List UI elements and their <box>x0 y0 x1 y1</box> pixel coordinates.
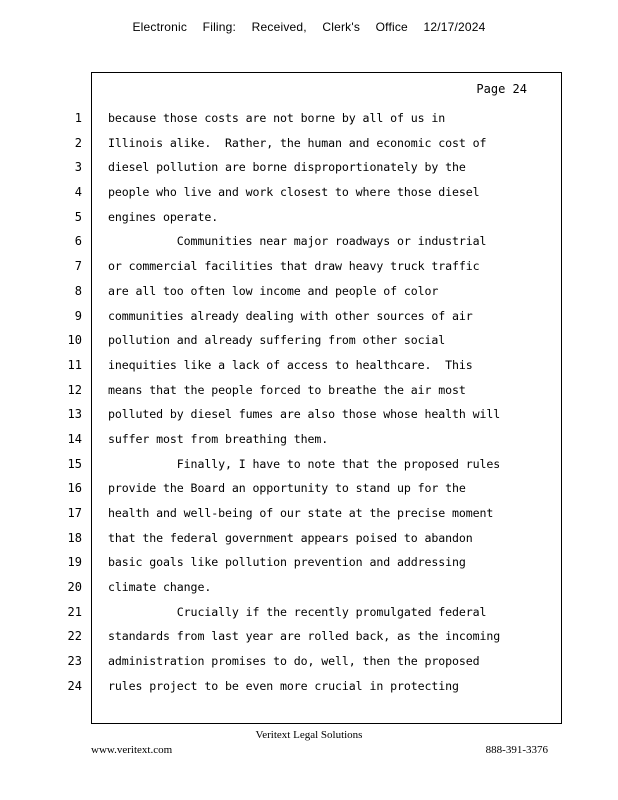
footer-company: Veritext Legal Solutions <box>255 729 363 741</box>
line-number: 6 <box>74 234 82 249</box>
header-clerks: Clerk's <box>322 20 361 34</box>
transcript-line: rules project to be even more crucial in protecting <box>108 678 459 693</box>
line-number: 13 <box>67 407 82 422</box>
line-number: 3 <box>74 160 82 175</box>
line-number: 21 <box>67 604 82 619</box>
transcript-line: that the federal government appears poised to abandon <box>108 530 473 545</box>
page-number: Page 24 <box>476 82 527 96</box>
transcript-line: provide the Board an opportunity to stand up for the <box>108 481 466 496</box>
transcript-line: Communities near major roadways or industrial <box>108 234 487 249</box>
transcript-line: communities already dealing with other sources of air <box>108 308 473 323</box>
transcript-line: or commercial facilities that draw heavy truck traffic <box>108 259 480 274</box>
transcript-text <box>108 110 553 703</box>
header-received: Received, <box>251 20 307 34</box>
header-office: Office <box>375 20 408 34</box>
transcript-line: are all too often low income and people of color <box>108 283 439 298</box>
line-number: 12 <box>67 382 82 397</box>
line-number: 18 <box>67 530 82 545</box>
line-number: 10 <box>67 333 82 348</box>
header-filing: Filing: <box>202 20 237 34</box>
line-number: 20 <box>67 580 82 595</box>
line-number: 17 <box>67 506 82 520</box>
transcript-line: diesel pollution are borne disproportionately by the <box>108 160 466 175</box>
filing-stamp-header <box>0 20 618 34</box>
transcript-line: standards from last year are rolled back, as the incoming <box>108 629 501 644</box>
transcript-line: polluted by diesel fumes are also those whose health will <box>108 407 501 422</box>
transcript-line: engines operate. <box>108 209 219 224</box>
line-number-column <box>56 110 82 703</box>
line-number: 8 <box>74 283 82 298</box>
line-number: 11 <box>67 357 82 372</box>
transcript-line: because those costs are not borne by all of us in <box>108 111 446 125</box>
transcript-line: means that the people forced to breathe the air most <box>108 382 466 397</box>
transcript-line: climate change. <box>108 580 212 595</box>
line-number: 23 <box>67 654 82 669</box>
line-number: 7 <box>74 259 82 274</box>
line-number: 22 <box>67 629 82 644</box>
line-number: 24 <box>67 678 82 693</box>
transcript-line: suffer most from breathing them. <box>108 431 329 446</box>
line-number: 5 <box>74 209 82 224</box>
header-electronic: Electronic <box>132 20 188 34</box>
header-date: 12/17/2024 <box>423 20 486 34</box>
line-number: 14 <box>67 431 82 446</box>
transcript-line: Crucially if the recently promulgated federal <box>108 604 487 619</box>
transcript-line: administration promises to do, well, then the proposed <box>108 654 480 669</box>
transcript-line: health and well-being of our state at the precise moment <box>108 506 494 520</box>
footer-phone: 888-391-3376 <box>485 744 548 756</box>
line-number: 16 <box>67 481 82 496</box>
transcript-line: inequities like a lack of access to healthcare. This <box>108 357 473 372</box>
line-number: 4 <box>74 185 82 200</box>
footer-website: www.veritext.com <box>91 744 173 756</box>
transcript-line: pollution and already suffering from other social <box>108 333 446 348</box>
line-number: 9 <box>74 308 82 323</box>
transcript-line: Illinois alike. Rather, the human and economic cost of <box>108 135 487 150</box>
transcript-line: Finally, I have to note that the proposed rules <box>108 456 501 471</box>
line-number: 19 <box>67 555 82 570</box>
line-number: 2 <box>74 135 82 150</box>
transcript-line: basic goals like pollution prevention and addressing <box>108 555 466 570</box>
transcript-line: people who live and work closest to where those diesel <box>108 185 480 200</box>
line-number: 1 <box>74 111 82 125</box>
line-number: 15 <box>67 456 82 471</box>
